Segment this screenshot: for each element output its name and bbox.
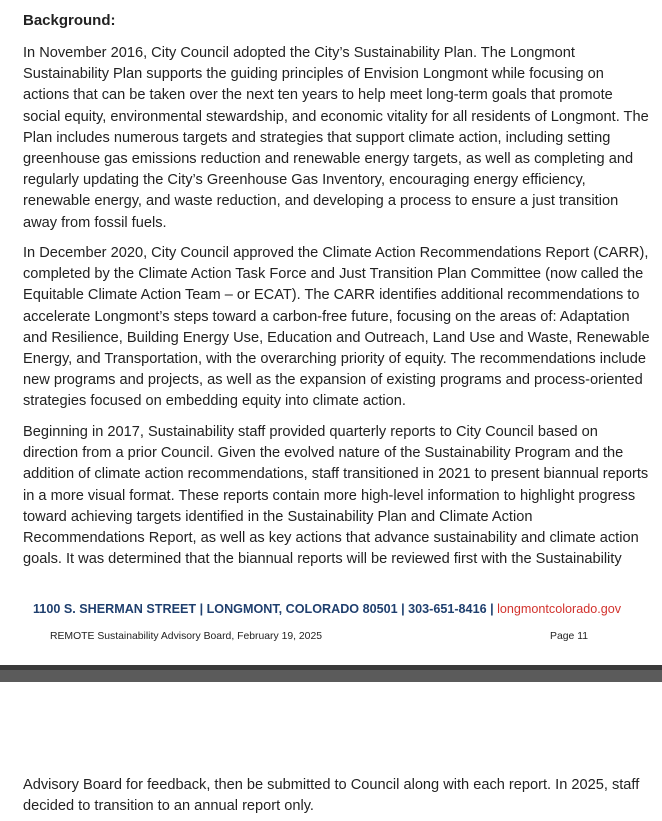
footer-address [33,602,621,616]
paragraph: Beginning in 2017, Sustainability staff provided quarterly reports to City Council based on direction from a prior Council. Given the evolved nature of the Sustainability Program and the addition of climate action recommendations, staff transitioned in 2021 to present biannual reports in a more visual format. These reports contain more high-level information to highlight progress toward achieving targets identified in the Sustainability Plan and Climate Action Recommendations Report, as well as key actions that advance sustainability and climate action goals. It was determined that the biannual reports will be reviewed first with the Sustainability [23,424,649,568]
section-heading: Background: [23,12,116,29]
paragraph: In December 2020, City Council approved the Climate Action Recommendations Report (CARR), completed by the Climate Action Task Force and Just Transition Plan Committee (now called the Equitable Climate Action Team – or ECAT). The CARR identifies additional recommendations to accelerate Longmont’s steps toward a carbon-free future, focusing on the areas of: Adaptation and Resilience, Building Energy Use, Education and Outreach, Land Use and Waste, Renewable Energy, and Transportation, with the overarching priority of equity. The recommendations include new programs and projects, as well as the expansion of existing programs and process-oriented strategies focused on embedding equity into climate action. [23,245,650,410]
page-number: Page 11 [550,631,588,642]
page-separator [0,665,662,682]
paragraph: Advisory Board for feedback, then be submitted to Council along with each report. In 2025, staff decided to transition to an annual report only. [23,777,640,815]
paragraph: In November 2016, City Council adopted the City’s Sustainability Plan. The Longmont Sustainability Plan supports the guiding principles of Envision Longmont while focusing on actions that can be taken over the next ten years to help meet long-term goals that promote social equity, environmental stewardship, and economic vitality for all residents of Longmont. The Plan includes numerous targets and strategies that support climate action, including setting greenhouse gas emissions reduction and renewable energy targets, as well as completing and regularly updating the City’s Greenhouse Gas Inventory, encouraging energy efficiency, renewable energy, and waste reduction, and developing a process to ensure a just transition away from fossil fuels. [23,45,649,231]
footer-meeting-info: REMOTE Sustainability Advisory Board, February 19, 2025 [50,631,323,642]
page-separator-shadow [0,665,662,670]
website-link[interactable]: longmontcolorado.gov [497,602,622,616]
document-page-12 [0,682,662,821]
footer-address-text: 1100 S. SHERMAN STREET | LONGMONT, COLORADO 80501 | 303-651-8416 | [33,602,498,616]
